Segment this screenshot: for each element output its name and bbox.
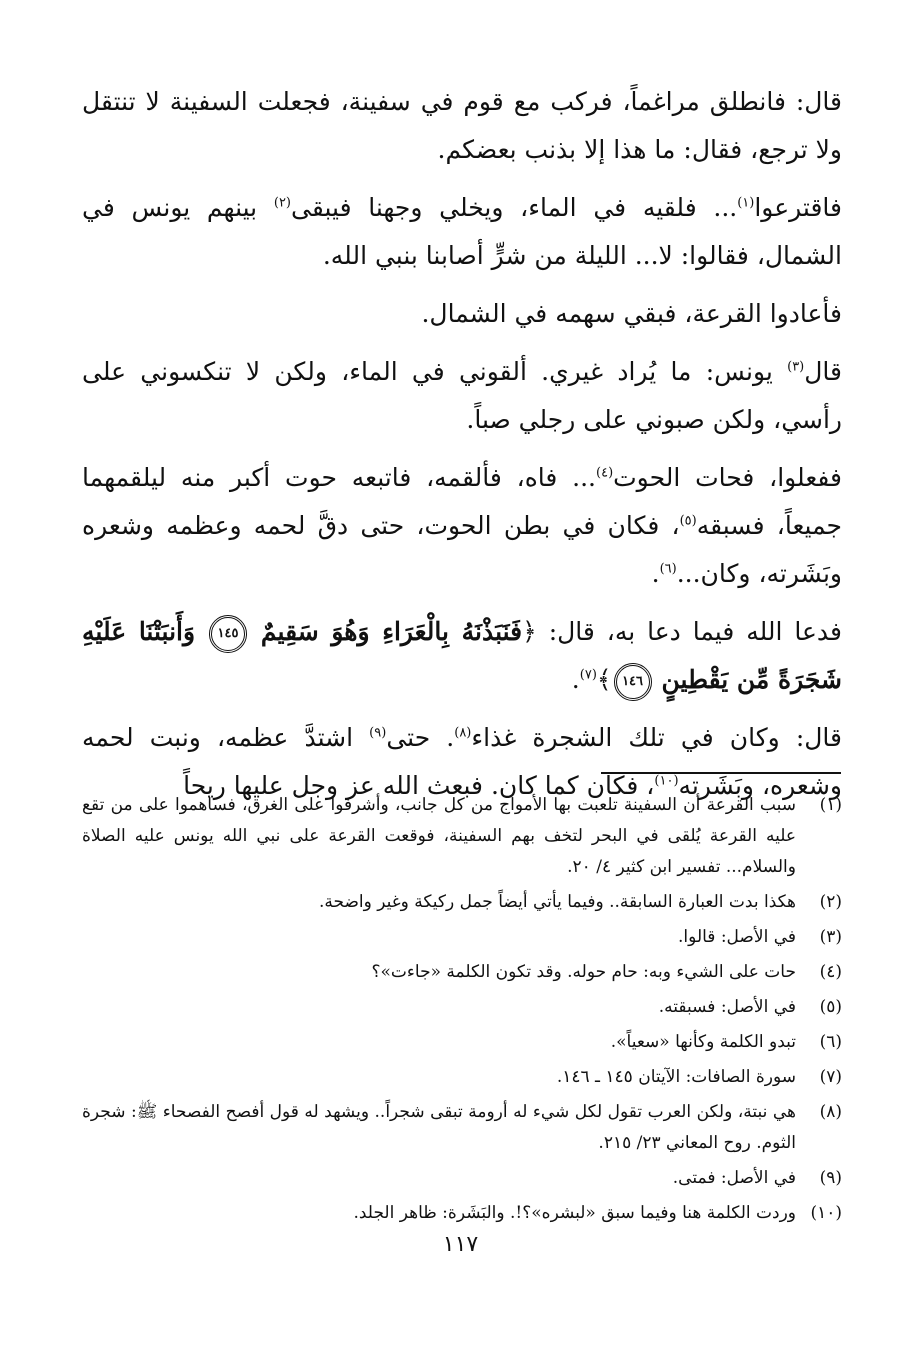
footnote-text: سبب القرعة أن السفينة تلعبت بها الأمواج من كل جانب، وأشرفوا على الغرق، فساهموا على من تقع عليه القرعة يُلقى في البحر لتخف بهم السفينة، فوقعت القرعة على نبي الله يونس عليه الصلاة والسلام... تفسير ابن كثير ٤/ ٢٠. [82, 795, 796, 877]
footnote-number: (٥) [819, 997, 842, 1017]
footnote-number: (٨) [819, 1102, 842, 1122]
paragraph-4-text-b: يونس: ما يُراد غيري. ألقوني في الماء، ولكن لا تنكسوني على رأسي، ولكن صبوني على رجلي صباً. [82, 357, 842, 434]
footnote-text: في الأصل: فمتى. [672, 1168, 796, 1188]
footnote-number: (١٠) [810, 1203, 842, 1223]
main-text [82, 78, 842, 820]
paragraph-3-text: فأعادوا القرعة، فبقي سهمه في الشمال. [421, 299, 842, 328]
footnote-item [82, 1163, 842, 1194]
paragraph-6: فدعا الله فيما دعا به، قال: ﴿فَنَبَذْنَهُ بِالْعَرَاءِ وَهُوَ سَقِيمٌ ١٤٥ وَأَنبَتْنَا عَلَيْهِ شَجَرَةً مِّن يَقْطِينٍ ١٤٦﴾$^{(٧)}$. [82, 608, 842, 704]
paragraph-7-text-d: ، فكان كما كان. فبعث الله عز وجل عليها ريحاً [183, 771, 655, 800]
paragraph-5-text-c: ، فكان في بطن الحوت، حتى دقَّ لحمه وعظمه وشعره وبَشَرته، وكان... [82, 511, 842, 588]
footnote-text: هي نبتة، ولكن العرب تقول لكل شيء له أرومة تبقى شجراً.. ويشهد له قول أفصح الفصحاء ﷺ: شجرة الثوم. روح المعاني ٢٣/ ٢١٥. [82, 1102, 796, 1153]
footnote-text: في الأصل: قالوا. [678, 927, 796, 947]
footnote-item [82, 887, 842, 918]
footnote-ref-10[interactable]: (١٠) [654, 773, 679, 789]
footnote-ref-1[interactable]: (١) [737, 195, 755, 211]
footnote-ref-4[interactable]: (٤) [596, 465, 614, 481]
footnote-item [82, 1198, 842, 1229]
page-number: ١١٧ [442, 1232, 479, 1257]
footnote-number: (٩) [819, 1168, 842, 1188]
ayah-number-146: ١٤٦ [614, 663, 652, 701]
footnote-ref-2[interactable]: (٢) [273, 195, 291, 211]
footnote-ref-8[interactable]: (٨) [454, 725, 472, 741]
footnote-text: وردت الكلمة هنا وفيما سبق «لبشره»؟!. والبَشَرة: ظاهر الجلد. [353, 1203, 796, 1223]
footnote-number: (٤) [819, 962, 842, 982]
footnote-number: (١) [819, 795, 842, 815]
paragraph-2-text-c: بينهم يونس في الشمال، فقالوا: لا... الليلة من شرٍّ أصابنا بنبي الله. [82, 193, 842, 270]
paragraph-5-text-b: ... فاه، فألقمه، فاتبعه حوت أكبر منه ليلقمهما جميعاً، فسبقه [82, 463, 842, 540]
footnote-item [82, 1097, 842, 1159]
footnote-text: حات على الشيء وبه: حام حوله. وقد تكون الكلمة «جاءت»؟ [371, 962, 796, 982]
paragraph-6-text-a: فدعا الله فيما دعا به، قال: ﴿ [522, 617, 842, 646]
footnote-ref-9[interactable]: (٩) [369, 725, 387, 741]
footnotes [82, 790, 842, 1233]
footnote-text: سورة الصافات: الآيتان ١٤٥ ـ ١٤٦. [556, 1067, 796, 1087]
paragraph-7-text-a: قال: وكان في تلك الشجرة غذاء [471, 723, 843, 752]
quran-verse-146: وَأَنبَتْنَا عَلَيْهِ شَجَرَةً مِّن يَقْطِينٍ [82, 617, 842, 694]
footnote-number: (٦) [819, 1032, 842, 1052]
footnote-text: في الأصل: فسبقته. [658, 997, 796, 1017]
paragraph-1 [82, 78, 842, 174]
footnote-separator [601, 772, 841, 774]
footnote-item [82, 922, 842, 953]
footnote-ref-5[interactable]: (٥) [679, 513, 697, 529]
footnote-number: (٣) [819, 927, 842, 947]
footnote-ref-6[interactable]: (٦) [659, 561, 677, 577]
footnote-ref-3[interactable]: (٣) [787, 359, 805, 375]
paragraph-3 [82, 290, 842, 338]
footnote-text: هكذا بدت العبارة السابقة.. وفيما يأتي أيضاً جمل ركيكة وغير واضحة. [318, 892, 796, 912]
quran-verse-145: فَنَبَذْنَهُ بِالْعَرَاءِ وَهُوَ سَقِيمٌ [260, 617, 523, 646]
footnote-item [82, 992, 842, 1023]
paragraph-7-text-b: . حتى [386, 723, 455, 752]
footnote-text: تبدو الكلمة وكأنها «سعياً». [610, 1032, 796, 1052]
paragraph-7-text-c: اشتدَّ عظمه، ونبت لحمه وشعره، وبَشَرته [82, 723, 842, 800]
paragraph-5-text-a: ففعلوا، فحات الحوت [613, 463, 842, 492]
footnote-number: (٧) [819, 1067, 842, 1087]
ayah-number-145: ١٤٥ [209, 615, 247, 653]
footnote-item [82, 790, 842, 883]
quran-closing-bracket: ﴾ [596, 665, 612, 694]
footnote-ref-7[interactable]: (٧) [579, 667, 597, 683]
paragraph-2-text-b: ... فلقيه في الماء، ويخلي وجهنا فيبقى [291, 193, 738, 222]
paragraph-1-text: قال: فانطلق مراغماً، فركب مع قوم في سفينة، فجعلت السفينة لا تنتقل ولا ترجع، فقال: ما هذا إلا بذنب بعضكم. [82, 87, 842, 164]
footnote-number: (٢) [819, 892, 842, 912]
footnote-item [82, 1062, 842, 1093]
paragraph-5: ففعلوا، فحات الحوت$^{(٤)}$... فاه، فألقمه، فاتبعه حوت أكبر منه ليلقمهما جميعاً، فسبقه$^{(٥)}$، فكان في بطن الحوت، حتى دقَّ لحمه وعظمه وشعره وبَشَرته، وكان...$^{(٦)}$. [82, 463, 842, 588]
paragraph-4-text-a: قال [804, 357, 842, 386]
paragraph-2-text-a: فاقترعوا [754, 193, 842, 222]
footnote-item [82, 957, 842, 988]
paragraph-4 [82, 348, 842, 444]
paragraph-2 [82, 184, 842, 280]
footnote-item [82, 1027, 842, 1058]
